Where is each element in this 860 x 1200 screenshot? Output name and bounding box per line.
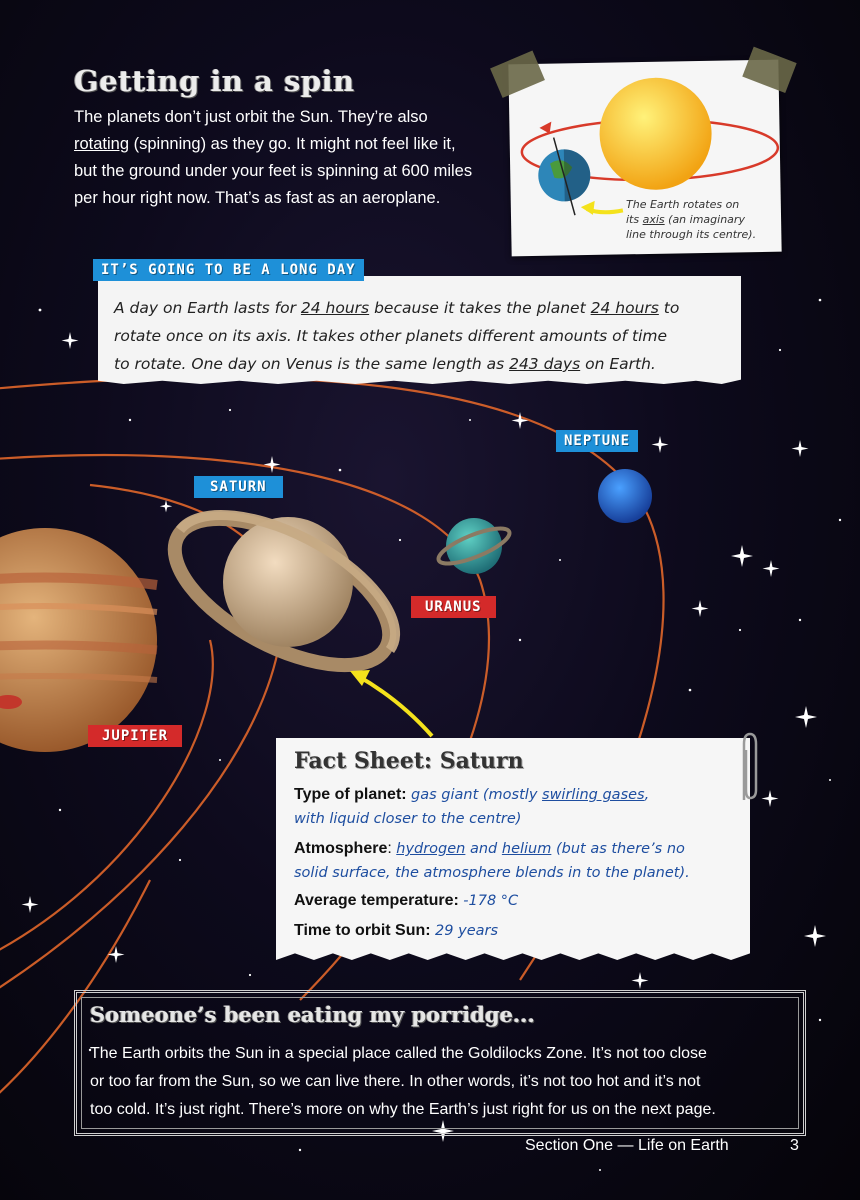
jupiter-label: JUPITER — [88, 725, 182, 747]
fact-value: , — [644, 787, 650, 803]
note-text: A day on Earth lasts for — [114, 299, 301, 317]
goldilocks-line: The Earth orbits the Sun in a special place called the Goldilocks Zone. It’s not too close — [90, 1045, 707, 1062]
caption-line: The Earth rotates on — [626, 198, 740, 211]
fact-colon: : — [387, 840, 397, 857]
section-footer: Section One — Life on Earth — [525, 1137, 729, 1154]
jupiter-planet — [0, 528, 157, 752]
rotating-term: rotating — [74, 135, 130, 153]
fact-value: swirling gases — [542, 787, 645, 803]
fact-value: (but as there’s no — [551, 841, 685, 857]
intro-line-rest: (spinning) as they go. It might not feel like it, — [129, 135, 456, 153]
goldilocks-heading: Someone’s been eating my porridge... — [90, 1002, 535, 1027]
note-text: to — [658, 299, 680, 317]
fact-orbit — [294, 918, 750, 944]
intro-line — [74, 131, 504, 158]
fact-value: -178 °C — [463, 893, 519, 909]
note-text: on Earth. — [580, 355, 656, 373]
note-line — [114, 294, 734, 322]
caption-text: (an imaginary — [664, 213, 745, 226]
note-line: rotate once on its axis. It takes other planets different amounts of time — [114, 327, 668, 345]
fact-label: Average temperature: — [294, 892, 459, 909]
fact-atmosphere — [294, 836, 750, 862]
caption-line: line through its centre). — [626, 228, 757, 241]
long-day-text — [114, 294, 734, 378]
note-text: to rotate. One day on Venus is the same length as — [114, 355, 510, 373]
saturn-label: SATURN — [194, 476, 283, 498]
intro-line: but the ground under your feet is spinning at 600 miles — [74, 162, 473, 180]
fact-label: Type of planet: — [294, 786, 407, 803]
section-heading: Getting in a spin — [74, 64, 355, 98]
fact-value: solid surface, the atmosphere blends in to the planet). — [294, 865, 690, 881]
fact-label: Time to orbit Sun: — [294, 922, 431, 939]
neptune-label: NEPTUNE — [556, 430, 638, 452]
fact-temperature — [294, 888, 750, 914]
fact-value: with liquid closer to the centre) — [294, 811, 522, 827]
intro-paragraph — [74, 104, 504, 212]
saturn-planet — [152, 489, 411, 695]
earth-caption — [626, 197, 786, 242]
days-term: 243 days — [509, 355, 581, 373]
uranus-planet — [435, 518, 514, 574]
fact-value: 29 years — [435, 923, 499, 939]
goldilocks-line: too cold. It’s just right. There’s more on why the Earth’s just right for us on the next page. — [90, 1101, 716, 1118]
hours-term: 24 hours — [300, 299, 370, 317]
long-day-label: IT’S GOING TO BE A LONG DAY — [93, 259, 364, 281]
fact-sheet-title: Fact Sheet: Saturn — [294, 748, 524, 774]
fact-value: helium — [501, 841, 552, 857]
note-text: because it takes the planet — [369, 299, 591, 317]
uranus-label: URANUS — [411, 596, 496, 618]
intro-line: The planets don’t just orbit the Sun. They’re also — [74, 108, 428, 126]
hours-term: 24 hours — [590, 299, 659, 317]
caption-text: its — [626, 213, 643, 226]
fact-value: hydrogen — [396, 841, 466, 857]
caption-line — [626, 212, 786, 227]
fact-label: Atmosphere — [294, 840, 388, 857]
goldilocks-paragraph — [90, 1040, 790, 1124]
fact-value: gas giant (mostly — [411, 787, 543, 803]
neptune-planet — [598, 469, 652, 523]
pointer-arrow — [350, 670, 432, 736]
axis-term: axis — [642, 213, 665, 226]
fact-value: and — [465, 841, 502, 857]
sun-icon — [599, 77, 713, 191]
note-line — [114, 350, 734, 378]
page-number: 3 — [790, 1137, 799, 1154]
goldilocks-line: or too far from the Sun, so we can live there. In other words, it’s not too hot and it’s not — [90, 1073, 701, 1090]
intro-line: per hour right now. That’s as fast as an aeroplane. — [74, 189, 441, 207]
fact-type — [294, 782, 750, 808]
